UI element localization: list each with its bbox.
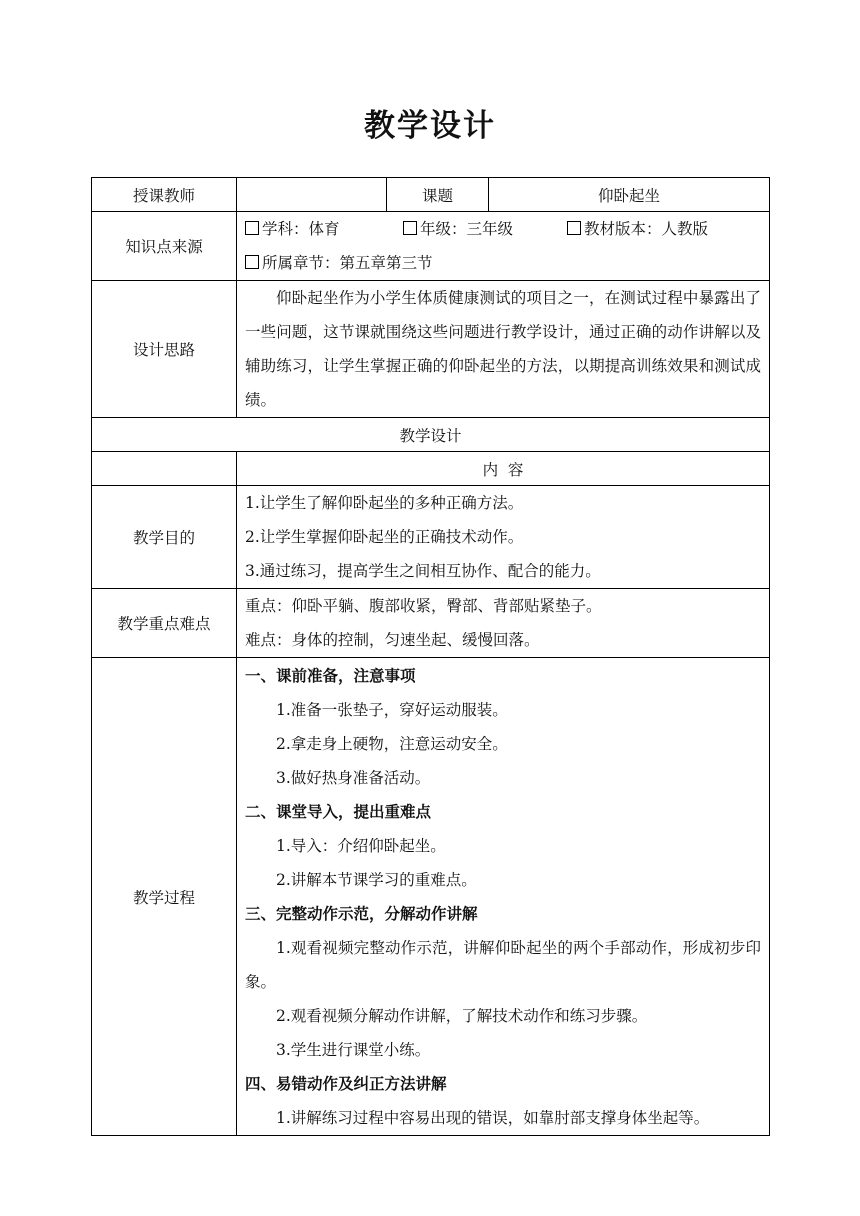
process-label: 教学过程 [92, 658, 237, 1136]
subject-text: 学科：体育 [262, 220, 340, 238]
checkbox-icon [245, 221, 259, 235]
checkbox-icon [245, 255, 259, 269]
design-idea-text: 仰卧起坐作为小学生体质健康测试的项目之一，在测试过程中暴露出了一些问题，这节课就围绕这些问题进行教学设计，通过正确的动作讲解以及辅助练习，让学生掌握正确的仰卧起坐的方法，以期提高训练效果和测试成绩。 [245, 289, 761, 409]
topic-value: 仰卧起坐 [489, 178, 770, 212]
process-item: 3.学生进行课堂小练。 [276, 1041, 431, 1059]
process-section-heading: 一、课前准备，注意事项 [245, 666, 416, 685]
process-item: 3.做好热身准备活动。 [276, 769, 431, 787]
process-item: 1.讲解练习过程中容易出现的错误，如靠肘部支撑身体坐起等。 [276, 1109, 710, 1127]
process-section-heading: 三、完整动作示范，分解动作讲解 [245, 904, 478, 923]
chapter-text: 所属章节：第五章第三节 [262, 254, 433, 272]
objectives-label: 教学目的 [92, 486, 237, 589]
process-content [237, 658, 770, 1136]
checkbox-icon [403, 221, 417, 235]
key-points-row [92, 589, 770, 658]
subject-item [245, 212, 403, 246]
process-item: 1.导入：介绍仰卧起坐。 [276, 837, 446, 855]
process-item: 1.准备一张垫子，穿好运动服装。 [276, 701, 508, 719]
page-title: 教学设计 [364, 108, 496, 144]
content-header: 内 容 [237, 452, 770, 486]
design-idea-content [237, 281, 770, 418]
objective-item: 3.通过练习，提高学生之间相互协作、配合的能力。 [245, 562, 601, 580]
objectives-row [92, 486, 770, 589]
design-idea-label: 设计思路 [92, 281, 237, 418]
objective-item: 1.让学生了解仰卧起坐的多种正确方法。 [245, 494, 524, 512]
grade-item [403, 212, 567, 246]
objectives-content [237, 486, 770, 589]
process-item: 2.拿走身上硬物，注意运动安全。 [276, 735, 508, 753]
content-header-blank [92, 452, 237, 486]
header-row [92, 178, 770, 212]
checkbox-icon [567, 221, 581, 235]
topic-label: 课题 [387, 178, 489, 212]
section-header: 教学设计 [92, 418, 770, 452]
edition-item [567, 212, 708, 246]
key-points-content [237, 589, 770, 658]
section-header-row [92, 418, 770, 452]
source-row [92, 212, 770, 281]
process-item: 1.观看视频完整动作示范，讲解仰卧起坐的两个手部动作，形成初步印象。 [245, 939, 761, 991]
difficulty-text: 难点：身体的控制，匀速坐起、缓慢回落。 [245, 631, 540, 649]
grade-text: 年级：三年级 [420, 220, 514, 238]
content-header-row [92, 452, 770, 486]
key-points-label: 教学重点难点 [92, 589, 237, 658]
focus-text: 重点：仰卧平躺、腹部收紧，臀部、背部贴紧垫子。 [245, 597, 602, 615]
teacher-label: 授课教师 [92, 178, 237, 212]
lesson-plan-table [91, 177, 770, 1136]
edition-text: 教材版本：人教版 [584, 220, 709, 238]
process-section-heading: 二、课堂导入，提出重难点 [245, 802, 432, 821]
process-item: 2.讲解本节课学习的重难点。 [276, 871, 477, 889]
source-content [237, 212, 770, 281]
source-label: 知识点来源 [92, 212, 237, 281]
source-line-2 [245, 246, 761, 280]
process-item: 2.观看视频分解动作讲解，了解技术动作和练习步骤。 [276, 1007, 648, 1025]
design-idea-row [92, 281, 770, 418]
process-section-heading: 四、易错动作及纠正方法讲解 [245, 1074, 447, 1093]
objective-item: 2.让学生掌握仰卧起坐的正确技术动作。 [245, 528, 524, 546]
source-line-1 [245, 212, 761, 246]
process-row [92, 658, 770, 1136]
teacher-value [237, 178, 387, 212]
